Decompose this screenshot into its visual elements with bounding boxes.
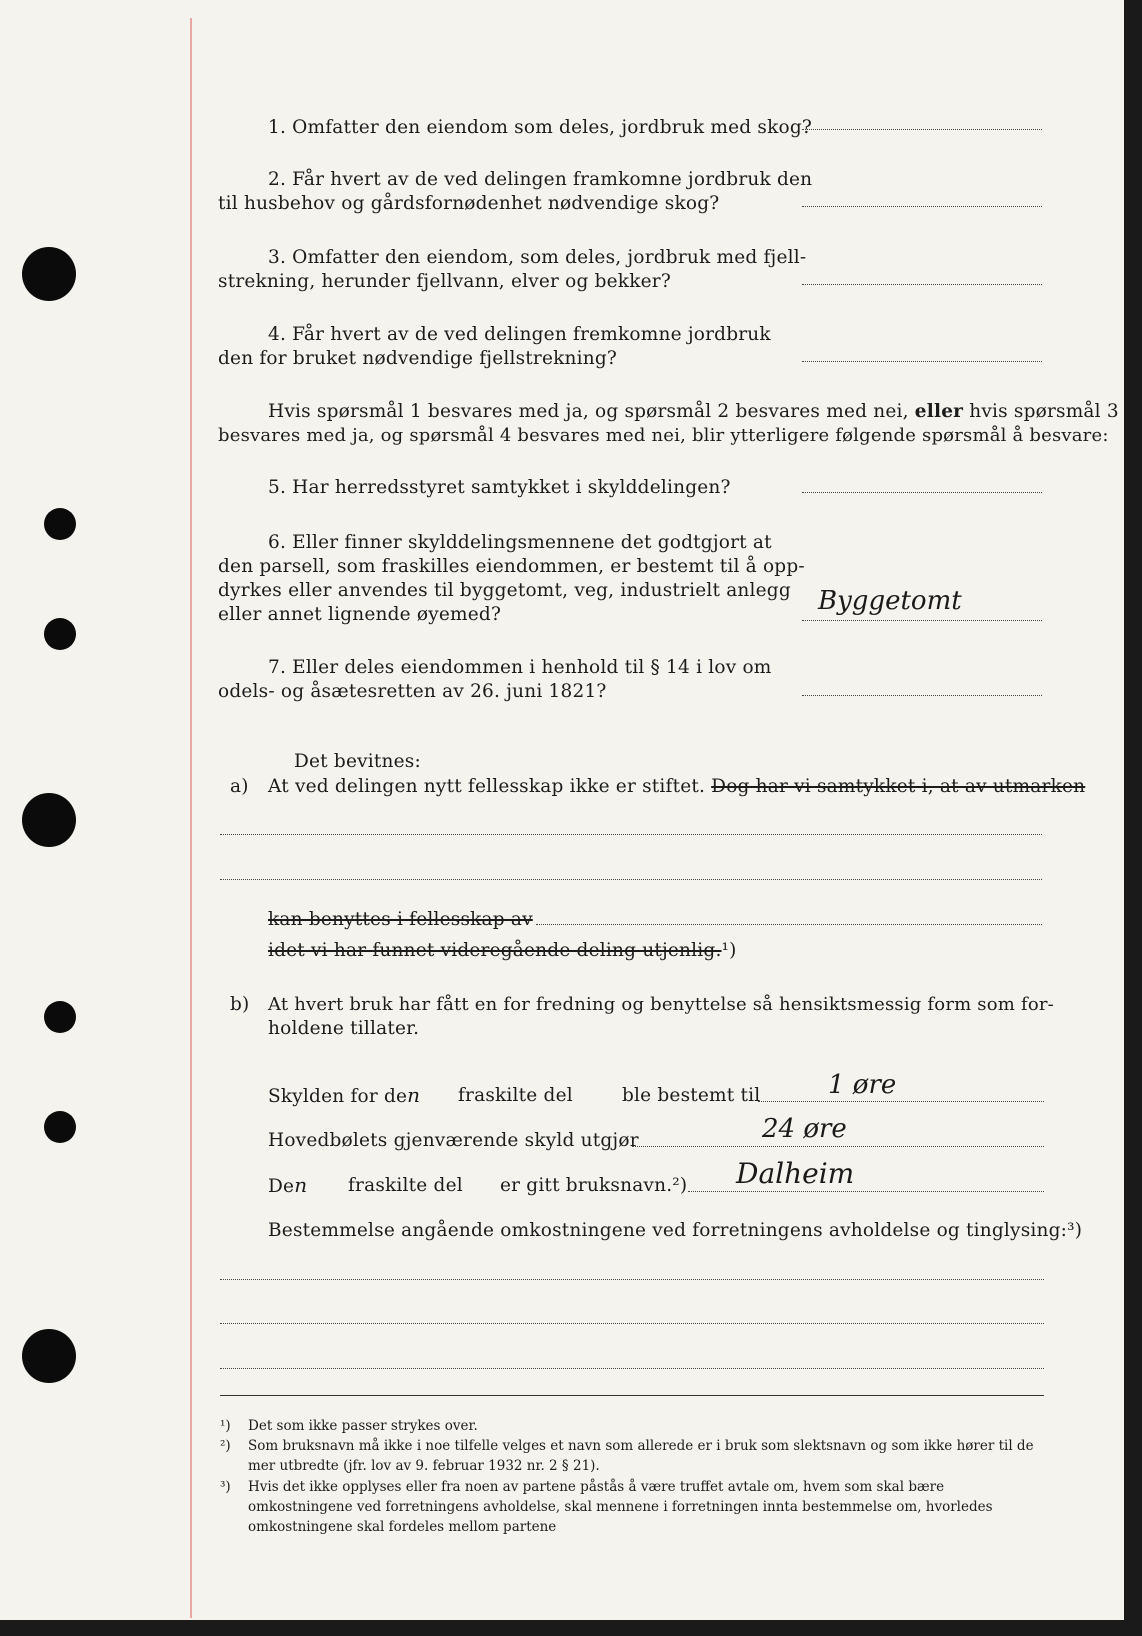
question-6-line-3: dyrkes eller anvendes til byggetomt, veg, industrielt anlegg — [218, 580, 791, 601]
skyld-line-1-b: fraskilte del — [458, 1085, 573, 1106]
footnote-2 — [220, 1436, 1044, 1476]
answer-line-3 — [802, 284, 1042, 285]
question-5: 5. Har herredsstyret samtykket i skylddelingen? — [268, 477, 731, 498]
question-2-line-2: til husbehov og gårdsfornødenhet nødvendige skog? — [218, 193, 720, 214]
skyld-line-3-c: er gitt bruksnavn.²) — [500, 1175, 688, 1196]
punch-hole — [22, 1329, 76, 1383]
skyld-line-2: Hovedbølets gjenværende skyld utgjør — [268, 1130, 639, 1151]
attest-blank-line-2 — [220, 879, 1042, 880]
footnote-separator — [220, 1395, 1044, 1396]
punch-hole — [44, 508, 76, 540]
costs-blank-line-1 — [220, 1279, 1044, 1280]
attest-blank-line-3 — [536, 924, 1042, 925]
handwritten-bruksnavn: Dalheim — [736, 1157, 855, 1190]
attest-b-label: b) — [230, 994, 250, 1015]
condition-text-a: Hvis spørsmål 1 besvares med ja, og spørsmål 2 besvares med nei, — [268, 401, 909, 422]
answer-line-2 — [802, 206, 1042, 207]
skyld-answer-line-1 — [758, 1101, 1044, 1102]
answer-line-7 — [802, 695, 1042, 696]
attest-a-text: At ved delingen nytt fellesskap ikke er stiftet. — [268, 776, 706, 797]
footnote-1 — [220, 1416, 1044, 1436]
question-7-line-2: odels- og åsætesretten av 26. juni 1821? — [218, 681, 607, 702]
question-6-line-1: 6. Eller finner skylddelingsmennene det godtgjort at — [268, 532, 772, 553]
punch-hole — [22, 247, 76, 301]
costs-heading: Bestemmelse angående omkostningene ved forretningens avholdelse og tinglysing:³) — [268, 1220, 1083, 1241]
skyld-line-1-a — [268, 1083, 420, 1109]
condition-line-2: besvares med ja, og spørsmål 4 besvares med nei, blir ytterligere følgende spørsmål å besvare: — [218, 425, 1109, 446]
question-3-line-1: 3. Omfatter den eiendom, som deles, jordbruk med fjell- — [268, 247, 807, 268]
skyld-line-3-text: De — [268, 1176, 295, 1197]
question-6-line-2: den parsell, som fraskilles eiendommen, er bestemt til å opp- — [218, 556, 805, 577]
costs-blank-line-2 — [220, 1323, 1044, 1324]
skyld-line-3-b: fraskilte del — [348, 1175, 463, 1196]
answer-line-1 — [802, 129, 1042, 130]
footnote-3 — [220, 1477, 1044, 1537]
condition-text-b: hvis spørsmål 3 — [969, 401, 1119, 422]
answer-line-5 — [802, 492, 1042, 493]
attest-a-label: a) — [230, 776, 249, 797]
skyld-line-3-a — [268, 1173, 307, 1199]
condition-line-1 — [268, 399, 1119, 424]
answer-line-6 — [802, 620, 1042, 621]
handwritten-answer-6: Byggetomt — [818, 586, 962, 616]
attest-a-line — [268, 774, 1085, 799]
handwritten-skyld-2: 24 øre — [762, 1114, 847, 1144]
footnote-1-num: ¹) — [220, 1418, 231, 1434]
footnote-2-text: Som bruksnavn må ikke i noe tilfelle velges et navn som allerede er i bruk som slektsnavn og som ikke hører til de mer utbredte (jfr. lov av 9. februar 1932 nr. 2 § 21). — [248, 1438, 1034, 1474]
attest-b-line-1: At hvert bruk har fått en for fredning og benyttelse så hensiktsmessig form som for- — [268, 994, 1054, 1015]
punch-hole — [44, 618, 76, 650]
costs-blank-line-3 — [220, 1368, 1044, 1369]
condition-bold-word: eller — [914, 401, 964, 422]
question-4-line-1: 4. Får hvert av de ved delingen fremkomne jordbruk — [268, 324, 771, 345]
question-3-line-2: strekning, herunder fjellvann, elver og bekker? — [218, 271, 671, 292]
question-7-line-1: 7. Eller deles eiendommen i henhold til § 14 i lov om — [268, 657, 772, 678]
attest-b-line-2: holdene tillater. — [268, 1018, 420, 1039]
punch-hole — [44, 1001, 76, 1033]
attest-struck-text-3: idet vi har funnet videregående deling utjenlig. — [268, 940, 722, 961]
attest-heading: Det bevitnes: — [294, 751, 421, 772]
skyld-answer-line-3 — [688, 1191, 1044, 1192]
question-1: 1. Omfatter den eiendom som deles, jordbruk med skog? — [268, 117, 813, 138]
punch-hole — [22, 793, 76, 847]
skyld-line-1-text: Skylden for de — [268, 1086, 408, 1107]
skyld-line-1-c: ble bestemt til — [622, 1085, 761, 1106]
attest-struck-line-3 — [268, 938, 737, 963]
skyld-line-3-hand: n — [294, 1173, 308, 1197]
margin-rule — [190, 18, 192, 1618]
attest-struck-line-2: kan benyttes i fellesskap av — [268, 909, 533, 930]
footnote-ref-1: ¹) — [721, 940, 737, 961]
skyld-answer-line-2 — [632, 1146, 1044, 1147]
skyld-line-1-hand: n — [407, 1083, 421, 1107]
footnote-3-text: Hvis det ikke opplyses eller fra noen av partene påstås å være truffet avtale om, hvem som skal bære omkostningene ved forretningens avholdelse, skal mennene i forretningen innta bestemmelse om, hvorledes omkostningene skal fordeles mellom partene — [248, 1479, 993, 1535]
footnote-1-text: Det som ikke passer strykes over. — [248, 1418, 478, 1434]
handwritten-skyld-1: 1 øre — [828, 1070, 897, 1100]
punch-hole — [44, 1111, 76, 1143]
answer-line-4 — [802, 361, 1042, 362]
question-4-line-2: den for bruket nødvendige fjellstrekning? — [218, 348, 618, 369]
attest-blank-line-1 — [220, 834, 1042, 835]
attest-a-struck: Dog har vi samtykket i, at av utmarken — [711, 776, 1086, 797]
question-6-line-4: eller annet lignende øyemed? — [218, 604, 502, 625]
footnote-2-num: ²) — [220, 1438, 231, 1454]
question-2-line-1: 2. Får hvert av de ved delingen framkomne jordbruk den — [268, 169, 813, 190]
footnote-3-num: ³) — [220, 1479, 231, 1495]
